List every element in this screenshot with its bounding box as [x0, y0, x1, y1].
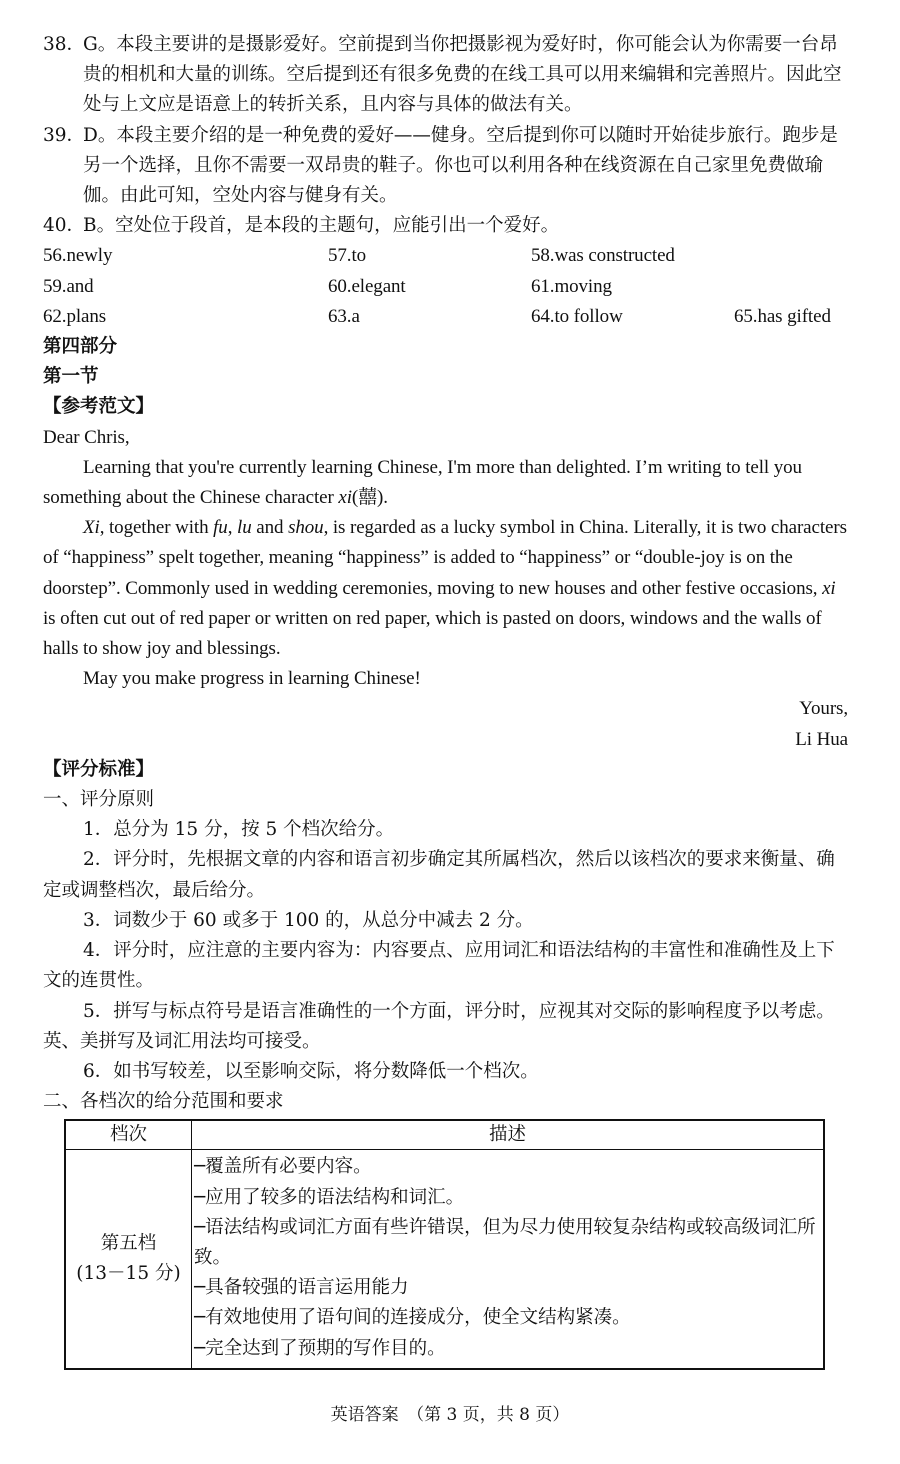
principle-item: 3．词数少于 60 或多于 100 的，从总分中减去 2 分。: [83, 909, 534, 931]
description-item: ─语法结构或词汇方面有些许错误，但为尽力使用较复杂结构或较高级词汇所致。: [194, 1216, 816, 1268]
principles-title: 一、评分原则: [43, 789, 155, 811]
grammar-answer: [734, 272, 848, 302]
answer-text: G。本段主要讲的是摄影爱好。空前提到当你把摄影视为爱好时，你可能会认为你需要一台昂贵的相机和大量的训练。空后提到还有很多免费的在线工具可以用来编辑和完善照片。因此空处与上文应是语意上的转折关系，且内容与具体的做法有关。: [83, 34, 842, 116]
table-header-level: 档次: [65, 1120, 192, 1150]
letter-paragraph-2: Xi, together with fu, lu and shou, is regarded as a lucky symbol in China. Literally, it is two characters of “happiness” spelt together, meaning “happiness” is added to “happiness” or “double-joy is on the doorstep”. Commonly used in wedding ceremonies, moving to new houses and other festive occasions, xi is often cut out of red paper or written on red paper, which is pasted on doors, windows and the walls of halls to show joy and blessings.: [43, 517, 847, 660]
answer-40: [43, 211, 848, 241]
table-header-description: 描述: [192, 1120, 825, 1150]
letter-paragraph-3: May you make progress in learning Chinese!: [83, 668, 421, 690]
sample-heading: 【参考范文】: [43, 396, 155, 418]
table-header-row: [65, 1120, 824, 1150]
level-range: (13－15 分): [76, 1263, 181, 1285]
letter-salutation: Dear Chris,: [43, 426, 130, 448]
part-title: 第四部分: [43, 336, 118, 358]
letter-signature: Li Hua: [795, 728, 848, 750]
principle-item: 1．总分为 15 分，按 5 个档次给分。: [83, 819, 395, 841]
description-item: ─有效地使用了语句间的连接成分，使全文结构紧凑。: [194, 1307, 631, 1329]
principle-item: 6．如书写较差，以至影响交际，将分数降低一个档次。: [83, 1060, 539, 1082]
page-footer: 英语答案 （第 3 页，共 8 页）: [330, 1405, 570, 1425]
rubric-table: [64, 1119, 825, 1369]
answer-number: 38．: [43, 34, 86, 55]
answer-text: D。本段主要介绍的是一种免费的爱好——健身。空后提到你可以随时开始徒步旅行。跑步是另一个选择，且你不需要一双昂贵的鞋子。你也可以利用各种在线资源在自己家里免费做瑜伽。由此可知，空处内容与健身有关。: [83, 124, 838, 207]
level-description: [192, 1150, 825, 1369]
grammar-answer: [734, 241, 848, 271]
answer-number: 40．: [43, 215, 86, 237]
description-item: ─完全达到了预期的写作目的。: [194, 1337, 446, 1359]
sample-letter: [43, 423, 848, 755]
answer-39: [43, 121, 848, 212]
grammar-answer: 63.a: [328, 305, 360, 327]
grammar-answer: 61.moving: [531, 275, 612, 297]
grammar-answers: [43, 241, 848, 332]
answer-page: [43, 30, 848, 1370]
answer-number: 39．: [43, 124, 86, 146]
letter-paragraph-1: Learning that you're currently learning Chinese, I'm more than delighted. I’m writing to tell you something about the Chinese character xi(囍).: [43, 456, 802, 509]
answer-38: [43, 30, 848, 121]
principle-item: 4．评分时，应注意的主要内容为：内容要点、应用词汇和语法结构的丰富性和准确性及上下文的连贯性。: [43, 940, 835, 992]
level-name: 第五档: [100, 1233, 157, 1255]
grammar-answer: 56.newly: [43, 245, 113, 267]
level-cell: [65, 1150, 192, 1369]
levels-title: 二、各档次的给分范围和要求: [43, 1091, 284, 1113]
description-item: ─覆盖所有必要内容。: [194, 1156, 372, 1178]
grammar-answer: 60.elegant: [328, 275, 406, 297]
description-item: ─具备较强的语言运用能力: [194, 1277, 409, 1299]
principle-item: 2．评分时，先根据文章的内容和语言初步确定其所属档次，然后以该档次的要求来衡量、确定或调整档次，最后给分。: [43, 849, 835, 901]
grammar-answer: 65.has gifted: [734, 305, 831, 327]
grammar-answer: 59.and: [43, 275, 94, 297]
grammar-answer: 58.was constructed: [531, 245, 675, 267]
grammar-answer: 62.plans: [43, 305, 107, 327]
grammar-answer: 57.to: [328, 245, 367, 267]
description-item: ─应用了较多的语法结构和词汇。: [194, 1186, 465, 1208]
grammar-answer: 64.to follow: [531, 305, 623, 327]
answer-text: B。空处位于段首，是本段的主题句，应能引出一个爱好。: [83, 215, 560, 237]
table-row: [65, 1150, 824, 1369]
principle-item: 5．拼写与标点符号是语言准确性的一个方面，评分时，应视其对交际的影响程度予以考虑。英、美拼写及词汇用法均可接受。: [43, 1000, 835, 1052]
letter-closing: Yours,: [799, 698, 848, 720]
rubric-heading: 【评分标准】: [43, 758, 155, 780]
section-title: 第一节: [43, 366, 99, 388]
